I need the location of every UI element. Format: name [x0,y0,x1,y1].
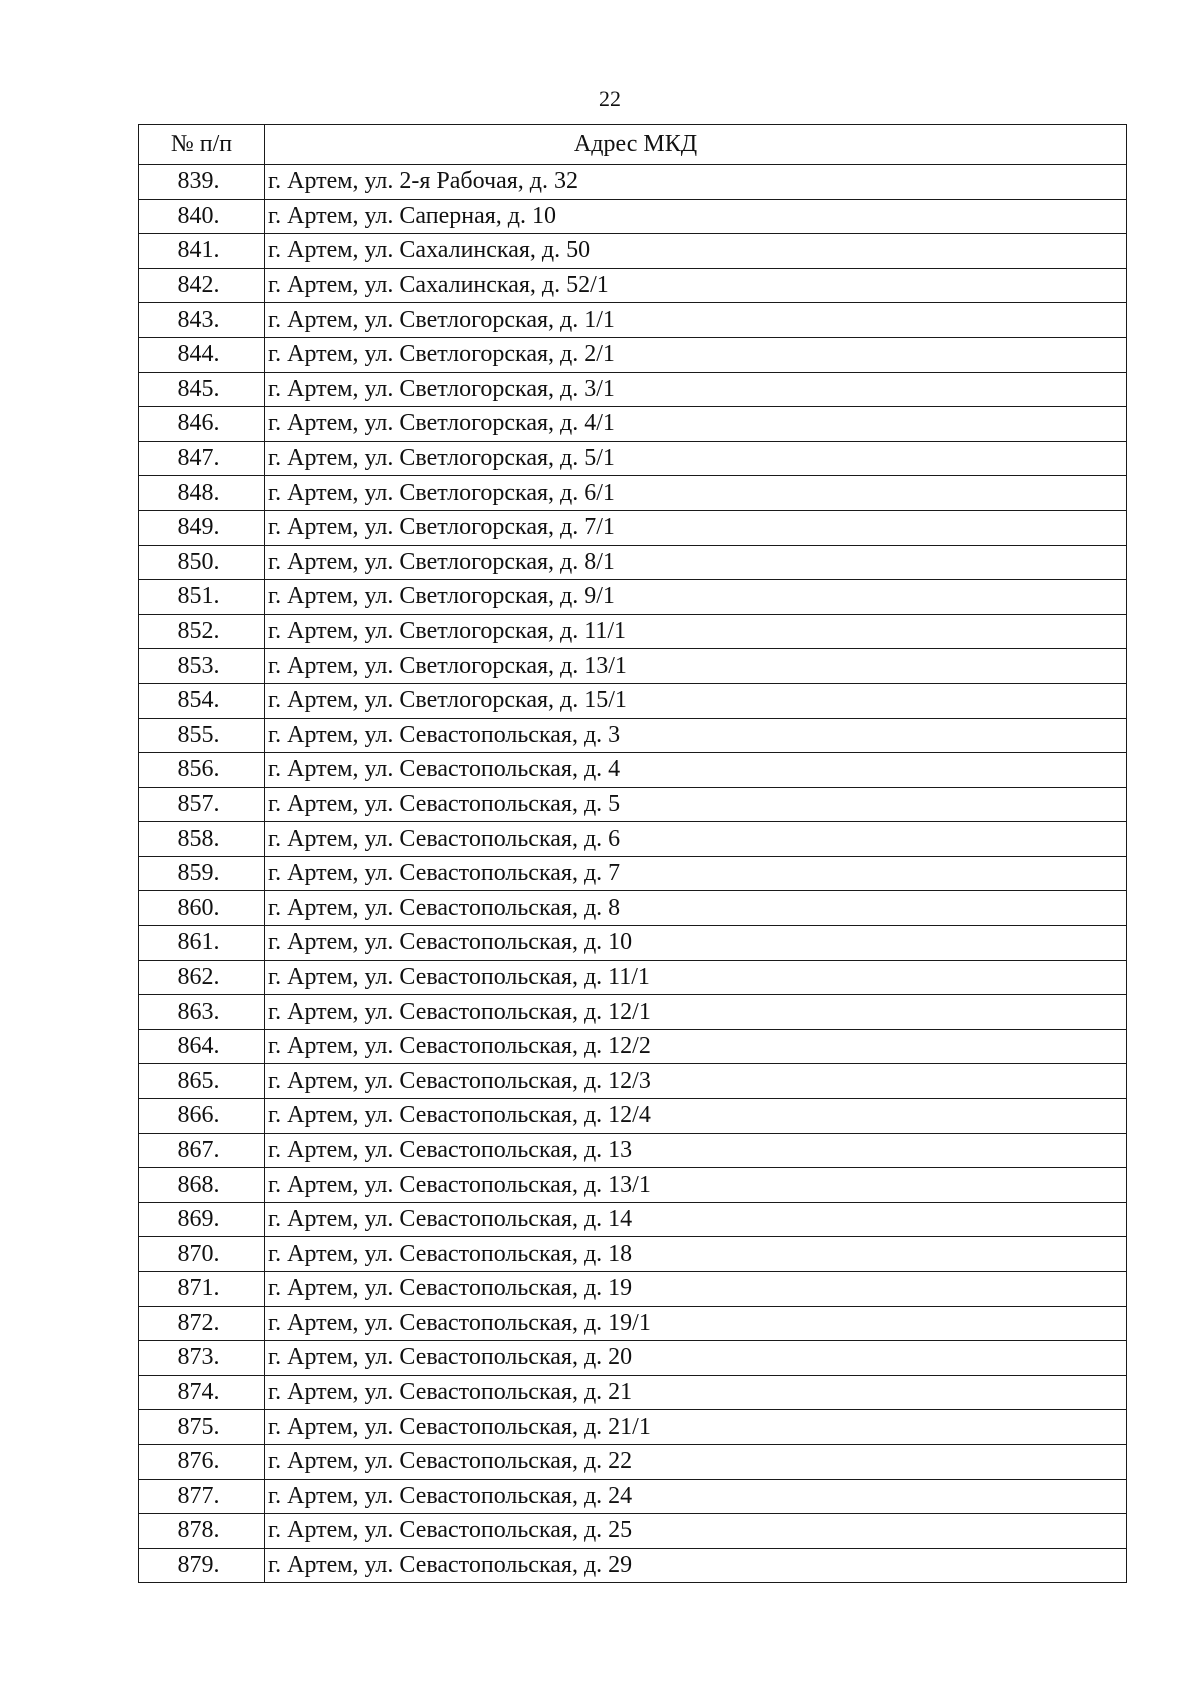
row-address: г. Артем, ул. Сахалинская, д. 50 [265,234,1127,269]
row-number: 855. [139,718,265,753]
row-address: г. Артем, ул. Светлогорская, д. 4/1 [265,407,1127,442]
table-header-row [139,125,1127,165]
row-number: 878. [139,1514,265,1549]
row-address: г. Артем, ул. Севастопольская, д. 29 [265,1548,1127,1583]
table-row [139,1237,1127,1272]
row-address: г. Артем, ул. Севастопольская, д. 10 [265,926,1127,961]
table-row [139,822,1127,857]
row-number: 879. [139,1548,265,1583]
table-row [139,1202,1127,1237]
row-address: г. Артем, ул. Светлогорская, д. 3/1 [265,372,1127,407]
table-row [139,165,1127,200]
row-number: 846. [139,407,265,442]
row-number: 848. [139,476,265,511]
row-address: г. Артем, ул. Севастопольская, д. 12/2 [265,1029,1127,1064]
row-number: 843. [139,303,265,338]
row-address: г. Артем, ул. Светлогорская, д. 7/1 [265,510,1127,545]
table-row [139,1514,1127,1549]
row-number: 872. [139,1306,265,1341]
table-row [139,234,1127,269]
row-address: г. Артем, ул. Сахалинская, д. 52/1 [265,268,1127,303]
table-row [139,268,1127,303]
row-number: 877. [139,1479,265,1514]
column-header-number: № п/п [139,125,265,165]
table-row [139,199,1127,234]
table-row [139,649,1127,684]
row-number: 860. [139,891,265,926]
table-row [139,545,1127,580]
column-header-address: Адрес МКД [265,125,1127,165]
row-number: 841. [139,234,265,269]
table-row [139,614,1127,649]
row-number: 869. [139,1202,265,1237]
row-number: 852. [139,614,265,649]
row-number: 858. [139,822,265,857]
row-number: 866. [139,1099,265,1134]
table-row [139,995,1127,1030]
table-row [139,1341,1127,1376]
address-table [138,124,1127,1583]
row-address: г. Артем, ул. Севастопольская, д. 25 [265,1514,1127,1549]
table-row [139,372,1127,407]
row-address: г. Артем, ул. Севастопольская, д. 6 [265,822,1127,857]
row-address: г. Артем, ул. Светлогорская, д. 15/1 [265,683,1127,718]
row-number: 850. [139,545,265,580]
table-row [139,1306,1127,1341]
row-number: 876. [139,1444,265,1479]
row-address: г. Артем, ул. Севастопольская, д. 22 [265,1444,1127,1479]
row-address: г. Артем, ул. Саперная, д. 10 [265,199,1127,234]
row-number: 861. [139,926,265,961]
row-address: г. Артем, ул. Светлогорская, д. 13/1 [265,649,1127,684]
table-row [139,1444,1127,1479]
table-row [139,891,1127,926]
row-number: 871. [139,1272,265,1307]
row-number: 849. [139,510,265,545]
row-number: 870. [139,1237,265,1272]
row-number: 842. [139,268,265,303]
row-address: г. Артем, ул. Светлогорская, д. 1/1 [265,303,1127,338]
row-number: 847. [139,441,265,476]
row-address: г. Артем, ул. Севастопольская, д. 3 [265,718,1127,753]
row-number: 867. [139,1133,265,1168]
row-address: г. Артем, ул. Севастопольская, д. 18 [265,1237,1127,1272]
row-address: г. Артем, ул. Светлогорская, д. 5/1 [265,441,1127,476]
table-row [139,1410,1127,1445]
row-number: 863. [139,995,265,1030]
row-address: г. Артем, ул. Севастопольская, д. 24 [265,1479,1127,1514]
row-number: 865. [139,1064,265,1099]
row-address: г. Артем, ул. Севастопольская, д. 19/1 [265,1306,1127,1341]
table-row [139,1064,1127,1099]
table-row [139,718,1127,753]
row-address: г. Артем, ул. Севастопольская, д. 12/4 [265,1099,1127,1134]
row-number: 844. [139,337,265,372]
table-row [139,926,1127,961]
row-number: 874. [139,1375,265,1410]
row-address: г. Артем, ул. Светлогорская, д. 9/1 [265,580,1127,615]
row-number: 845. [139,372,265,407]
table-row [139,476,1127,511]
row-address: г. Артем, ул. Севастопольская, д. 21/1 [265,1410,1127,1445]
page-number: 22 [599,86,621,111]
table-row [139,856,1127,891]
row-address: г. Артем, ул. Светлогорская, д. 11/1 [265,614,1127,649]
row-number: 859. [139,856,265,891]
row-address: г. Артем, ул. Севастопольская, д. 13 [265,1133,1127,1168]
row-number: 875. [139,1410,265,1445]
row-address: г. Артем, ул. 2-я Рабочая, д. 32 [265,165,1127,200]
row-address: г. Артем, ул. Севастопольская, д. 7 [265,856,1127,891]
table-row [139,1548,1127,1583]
table-row [139,303,1127,338]
table-row [139,407,1127,442]
row-number: 839. [139,165,265,200]
row-number: 854. [139,683,265,718]
table-row [139,1479,1127,1514]
row-number: 862. [139,960,265,995]
row-address: г. Артем, ул. Севастопольская, д. 4 [265,753,1127,788]
row-address: г. Артем, ул. Севастопольская, д. 19 [265,1272,1127,1307]
row-number: 853. [139,649,265,684]
row-address: г. Артем, ул. Севастопольская, д. 20 [265,1341,1127,1376]
table-row [139,580,1127,615]
row-number: 857. [139,787,265,822]
table-row [139,960,1127,995]
table-row [139,1133,1127,1168]
table-row [139,683,1127,718]
row-number: 864. [139,1029,265,1064]
table-row [139,1099,1127,1134]
row-number: 851. [139,580,265,615]
row-address: г. Артем, ул. Светлогорская, д. 8/1 [265,545,1127,580]
row-number: 873. [139,1341,265,1376]
row-address: г. Артем, ул. Севастопольская, д. 11/1 [265,960,1127,995]
row-address: г. Артем, ул. Севастопольская, д. 5 [265,787,1127,822]
table-row [139,337,1127,372]
table-row [139,1272,1127,1307]
row-address: г. Артем, ул. Севастопольская, д. 14 [265,1202,1127,1237]
table-row [139,1029,1127,1064]
row-address: г. Артем, ул. Севастопольская, д. 12/1 [265,995,1127,1030]
row-number: 868. [139,1168,265,1203]
row-number: 840. [139,199,265,234]
row-address: г. Артем, ул. Светлогорская, д. 6/1 [265,476,1127,511]
table-body [139,165,1127,1583]
table-row [139,753,1127,788]
row-address: г. Артем, ул. Севастопольская, д. 8 [265,891,1127,926]
row-address: г. Артем, ул. Светлогорская, д. 2/1 [265,337,1127,372]
table-row [139,1375,1127,1410]
row-address: г. Артем, ул. Севастопольская, д. 12/3 [265,1064,1127,1099]
table-row [139,441,1127,476]
table-row [139,510,1127,545]
table-row [139,787,1127,822]
row-number: 856. [139,753,265,788]
table-row [139,1168,1127,1203]
row-address: г. Артем, ул. Севастопольская, д. 13/1 [265,1168,1127,1203]
row-address: г. Артем, ул. Севастопольская, д. 21 [265,1375,1127,1410]
